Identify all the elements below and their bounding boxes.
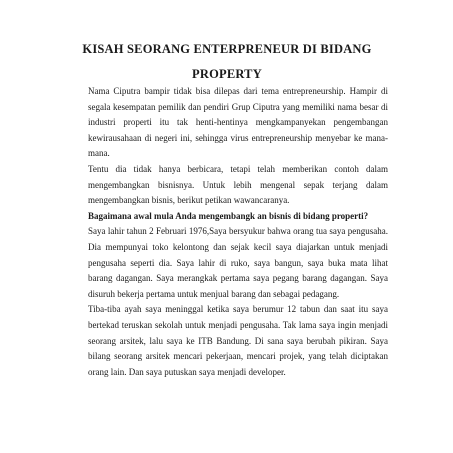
answer-paragraph-1: Saya lahir tahun 2 Februari 1976,Saya bersyukur bahwa orang tua saya pengusaha. Dia mempunyai toko kelontong dan sejak kecil saya diajarkan untuk menjadi pengusaha seperti dia. Saya lahir di ruko, saya bangun, saya buka mata lihat barang dagangan. Saya merangkak pertama saya pegang barang dagangan. Saya disuruh bekerja pertama untuk menjual barang dan sebagai pedagang. [88, 226, 388, 299]
document-title-line-1: KISAH SEORANG ENTERPRENEUR DI BIDANG [82, 42, 372, 56]
paragraph-example: Tentu dia tidak hanya berbicara, tetapi telah memberikan contoh dalam mengembangkan bisnisnya. Untuk lebih mengenal sepak terjang dalam mengembangkan bisnis, berikut petikan wawancaranya. [88, 163, 388, 206]
document-title-line-2: PROPERTY [192, 67, 262, 81]
document-body [88, 84, 388, 380]
interview-question: Bagaimana awal mula Anda mengembangk an bisnis di bidang properti? [88, 210, 369, 221]
answer-paragraph-2: Tiba-tiba ayah saya meninggal ketika saya berumur 12 tabun dan saat itu saya bertekad teruskan sekolah untuk menjadi pengusaha. Tak lama saya ingin menjadi seorang arsitek, lalu saya ke ITB Bandung. Di sana saya berubah pikiran. Saya bilang seorang arsitek mencari pekerjaan, mencari projek, yang telah diciptakan orang lain. Dan saya putuskan saya menjadi developer. [88, 304, 388, 377]
paragraph-intro: Nama Ciputra bampir tidak bisa dilepas dari tema entrepreneurship. Hampir di segala kesempatan pemilik dan pendiri Grup Ciputra yang memiliki nama besar di industri properti itu tak henti-hentinya mengkampanyekan pengembangan kewirausahaan di negeri ini, sehingga virus entrepreneurship menyebar ke mana-mana. [88, 86, 388, 159]
